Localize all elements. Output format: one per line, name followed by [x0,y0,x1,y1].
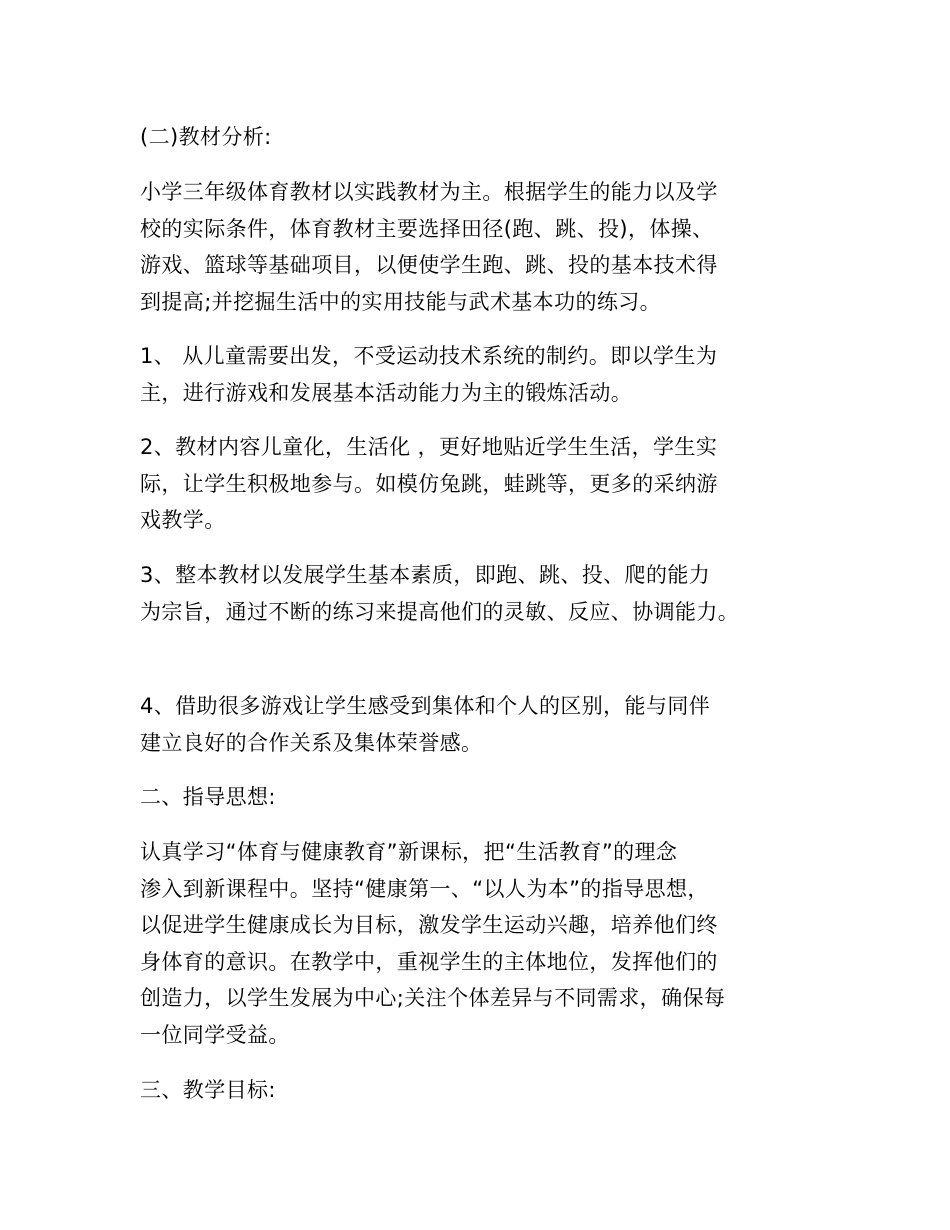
text-line: 校的实际条件，体育教材主要选择田径(跑、跳、投)，体操、 [140,216,714,241]
paragraph-point-3 [140,557,820,630]
text-line: 以促进学生健康成长为目标，激发学生运动兴趣，培养他们终 [140,913,718,937]
section-heading-teaching-goals [140,1072,820,1109]
text-line: 到提高;并挖掘生活中的实用技能与武术基本功的练习。 [140,289,662,314]
paragraph-point-4 [140,688,820,761]
text-line: 4、借助很多游戏让学生感受到集体和个人的区别，能与同伴 [140,694,711,718]
text-line: 身体育的意识。在教学中，重视学生的主体地位，发挥他们的 [140,949,718,974]
text-line: 创造力，以学生发展为中心;关注个体差异与不同需求，确保每 [140,986,726,1010]
text-line: 主，进行游戏和发展基本活动能力为主的锻炼活动。 [140,380,633,405]
section-heading-guiding-ideology [140,779,820,816]
section-heading-material-analysis [140,119,820,156]
paragraph-guiding-ideology [140,834,820,1053]
text-line: 游戏、篮球等基础项目，以便使学生跑、跳、投的基本技术得 [140,253,718,277]
text-line: 戏教学。 [140,508,226,532]
text-line: 际，让学生积极地参与。如模仿兔跳，蛙跳等，更多的采纳游 [140,471,718,496]
text-line: 2、教材内容儿童化，生活化 ，更好地贴近学生生活，学生实 [140,435,718,459]
paragraph-point-1 [140,338,820,411]
text-line: 二、指导思想: [140,785,276,809]
text-line: 认真学习“体育与健康教育”新课标，把“生活教育”的理念 [140,840,678,864]
text-line: 3、整本教材以发展学生基本素质，即跑、跳、投、爬的能力 [140,563,711,587]
paragraph-point-2 [140,429,820,539]
text-line: 渗入到新课程中。坚持“健康第一、“以人为本”的指导思想， [140,876,709,901]
text-line: 三、教学目标: [140,1078,276,1102]
text-line: 小学三年级体育教材以实践教材为主。根据学生的能力以及学 [140,180,718,204]
text-line: 建立良好的合作关系及集体荣誉感。 [140,730,483,755]
text-line: 一位同学受益。 [140,1022,290,1047]
text-line: 为宗旨，通过不断的练习来提高他们的灵敏、反应、协调能力。 [140,599,740,624]
text-line: (二)教材分析: [140,125,272,149]
paragraph-material-intro [140,174,820,320]
text-line: 1、 从儿童需要出发，不受运动技术系统的制约。即以学生为 [140,344,718,368]
